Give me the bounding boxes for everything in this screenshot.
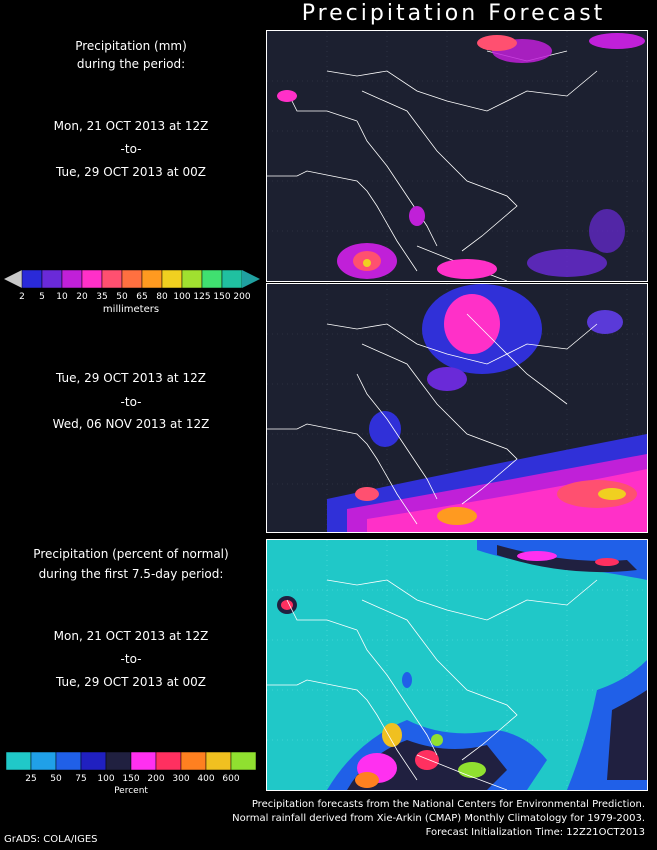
- map-panel-2: [266, 283, 648, 533]
- legend-swatch: [181, 752, 206, 770]
- legend-tick-label: 125: [193, 292, 211, 302]
- legend-swatch: [156, 752, 181, 770]
- legend-tick-label: 200: [233, 292, 251, 302]
- legend-swatch: [82, 270, 102, 288]
- footer-line1: Precipitation forecasts from the National Centers for Environmental Prediction.: [251, 799, 645, 810]
- legend-swatch: [62, 270, 82, 288]
- legend-tick-label: 50: [116, 292, 128, 302]
- footer-line3: Forecast Initialization Time: 12Z21OCT2013: [425, 827, 645, 838]
- legend-swatch: [131, 752, 156, 770]
- legend-tick-label: 35: [96, 292, 108, 302]
- legend-mm-bar: [0, 268, 262, 290]
- legend-mm: [0, 268, 262, 318]
- panel3-end: Tue, 29 OCT 2013 at 00Z: [56, 675, 206, 689]
- legend-swatch: [162, 270, 182, 288]
- legend-percent: [0, 750, 262, 800]
- panel1-heading2: during the period:: [76, 57, 186, 71]
- legend-swatch: [22, 270, 42, 288]
- legend-swatch: [106, 752, 131, 770]
- precip-map-1: [267, 31, 647, 281]
- map-panel-3: [266, 539, 648, 791]
- panel3-heading1: Precipitation (percent of normal): [33, 547, 229, 561]
- grads-credit: GrADS: COLA/IGES: [4, 834, 98, 845]
- panel3-heading2: during the first 7.5-day period:: [38, 567, 224, 581]
- legend-swatch: [142, 270, 162, 288]
- legend-swatch: [6, 752, 31, 770]
- legend-tick-label: 50: [50, 774, 62, 784]
- panel2-start: Tue, 29 OCT 2013 at 12Z: [56, 371, 206, 385]
- legend-swatch: [231, 752, 256, 770]
- legend-tick-label: 80: [156, 292, 168, 302]
- legend-tick-label: 300: [172, 774, 190, 784]
- legend-tick-label: 600: [222, 774, 240, 784]
- legend-swatch: [122, 270, 142, 288]
- legend-tick-label: 5: [39, 292, 45, 302]
- legend-swatch: [206, 752, 231, 770]
- legend-swatch: [81, 752, 106, 770]
- legend-tick-label: 150: [122, 774, 140, 784]
- legend-tick-label: 100: [173, 292, 191, 302]
- legend-tick-label: 75: [75, 774, 87, 784]
- page-title: Precipitation Forecast: [301, 1, 606, 26]
- panel1-start: Mon, 21 OCT 2013 at 12Z: [53, 119, 209, 133]
- panel3-start: Mon, 21 OCT 2013 at 12Z: [53, 629, 209, 643]
- panel3-sep: -to-: [120, 652, 142, 666]
- precip-map-2: [267, 284, 647, 532]
- legend-swatch: [222, 270, 242, 288]
- legend-swatch: [102, 270, 122, 288]
- legend-swatch: [56, 752, 81, 770]
- legend-percent-bar: [0, 750, 262, 772]
- legend-tick-label: 10: [56, 292, 68, 302]
- panel2-end: Wed, 06 NOV 2013 at 12Z: [52, 417, 210, 431]
- panel2-sep: -to-: [120, 395, 142, 409]
- legend-percent-unit: Percent: [114, 786, 148, 796]
- footer-line2: Normal rainfall derived from Xie-Arkin (CMAP) Monthly Climatology for 1979-2003.: [232, 813, 645, 824]
- percent-normal-map: [267, 540, 647, 790]
- legend-tick-label: 20: [76, 292, 88, 302]
- legend-tick-label: 25: [25, 774, 37, 784]
- panel1-end: Tue, 29 OCT 2013 at 00Z: [56, 165, 206, 179]
- panel1-sep: -to-: [120, 142, 142, 156]
- map-panel-1: [266, 30, 648, 282]
- legend-tick-label: 200: [147, 774, 165, 784]
- legend-swatch: [182, 270, 202, 288]
- legend-swatch: [42, 270, 62, 288]
- legend-tick-label: 150: [213, 292, 231, 302]
- legend-tick-label: 100: [97, 774, 115, 784]
- legend-tick-label: 400: [197, 774, 215, 784]
- legend-tick-label: 2: [19, 292, 25, 302]
- legend-swatch: [202, 270, 222, 288]
- legend-mm-unit: millimeters: [102, 304, 160, 315]
- legend-swatch: [31, 752, 56, 770]
- legend-tick-label: 65: [136, 292, 148, 302]
- panel1-heading1: Precipitation (mm): [75, 39, 187, 53]
